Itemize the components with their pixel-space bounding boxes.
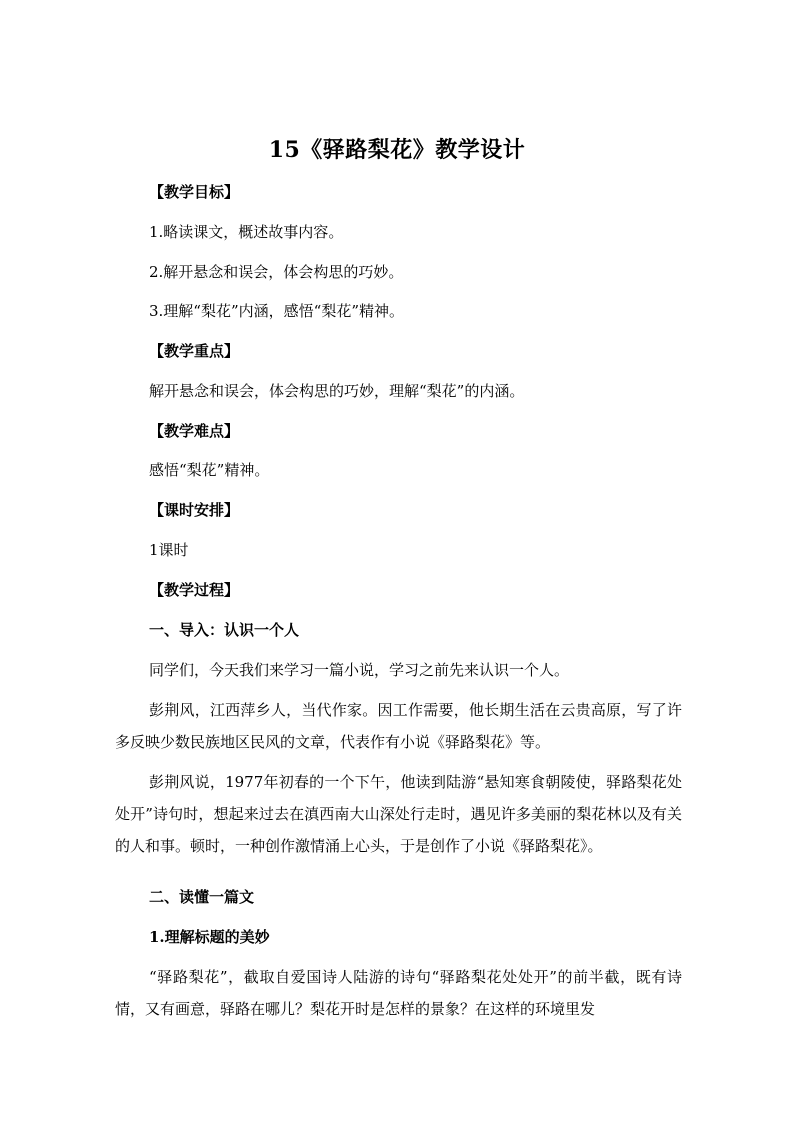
section-1-paragraph-1: 同学们，今天我们来学习一篇小说，学习之前先来认识一个人。: [149, 661, 570, 679]
heading-difficulties: 【教学难点】: [149, 422, 240, 440]
objective-item-1: 1.略读课文，概述故事内容。: [149, 223, 344, 241]
section-2-paragraph: “驿路梨花”，截取自爱国诗人陆游的诗句“驿路梨花处处开”的前半截，既有诗情，又有画意，驿路在哪儿？梨花开时是怎样的景象？在这样的环境里发: [115, 968, 682, 1018]
objective-item-2: 2.解开悬念和误会，体会构思的巧妙。: [149, 263, 404, 281]
objective-item-3: 3.理解“梨花”内涵，感悟“梨花”精神。: [149, 302, 404, 320]
section-2-subheading: 1.理解标题的美妙: [149, 928, 270, 946]
heading-schedule: 【课时安排】: [149, 501, 240, 519]
heading-objectives: 【教学目标】: [149, 183, 240, 201]
heading-process: 【教学过程】: [149, 581, 240, 599]
section-1-paragraph-2: 彭荆风，江西萍乡人，当代作家。因工作需要，他长期生活在云贵高原，写了许多反映少数民族地区民风的文章，代表作有小说《驿路梨花》等。: [115, 701, 682, 751]
key-points-text: 解开悬念和误会，体会构思的巧妙，理解“梨花”的内涵。: [149, 382, 525, 400]
document-title: 15《驿路梨花》教学设计: [268, 137, 526, 163]
section-1-paragraph-3: 彭荆风说，1977年初春的一个下午，他读到陆游“悬知寒食朝陵使，驿路梨花处处开”诗句时，想起来过去在滇西南大山深处行走时，遇见许多美丽的梨花林以及有关的人和事。顿时，一种创作激情涌上心头，于是创作了小说《驿路梨花》。: [115, 773, 682, 855]
schedule-text: 1课时: [149, 541, 189, 559]
heading-key-points: 【教学重点】: [149, 342, 240, 360]
difficulties-text: 感悟“梨花”精神。: [149, 461, 270, 479]
section-2-heading: 二、读懂一篇文: [149, 888, 255, 906]
section-1-heading: 一、导入：认识一个人: [149, 621, 300, 639]
